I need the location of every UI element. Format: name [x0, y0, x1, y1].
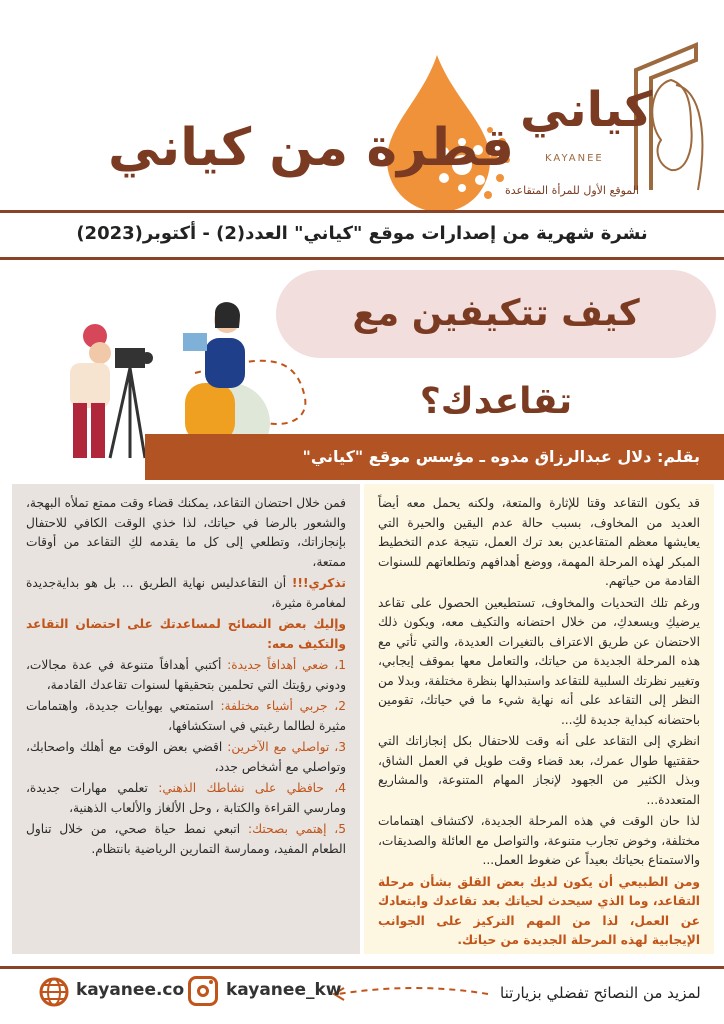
highlight-paragraph: ومن الطبيعي أن يكون لديك بعض القلق بشأن مرحلة التقاعد، وما الذي سيحدث لحياتك بعد تقاعدك وابتعادك عن العمل، لذا من المهم التركيز على الجوانب الإيجابية لهذه المرحلة الجديدة من حياتك.	[378, 874, 700, 947]
issue-subtitle: نشرة شهرية من إصدارات موقع "كياني" العدد(2) - أكتوبر(2023)	[76, 223, 648, 244]
divider	[0, 210, 724, 213]
article-column-left	[12, 484, 360, 954]
reminder	[26, 574, 346, 613]
dashed-arrow-icon	[330, 982, 490, 1006]
tip-item	[26, 820, 346, 859]
website-link[interactable]: kayanee.co	[76, 980, 185, 1000]
divider	[0, 966, 724, 969]
tip-text: اتبعي نمط حياة صحي، من خلال تناول الطعام المفيد، وممارسة التمارين الرياضية بانتظام.	[26, 822, 346, 856]
tip-item	[26, 738, 346, 777]
reminder-label: تذكري!!!	[291, 576, 346, 590]
tip-label: 4، حافظي على نشاطك الذهني:	[158, 781, 346, 795]
brand-name-arabic: كياني	[520, 82, 653, 138]
tips-intro: وإليك بعض النصائح لمساعدتك على احتضان التقاعد والتكيف معه:	[26, 617, 346, 651]
divider	[0, 257, 724, 260]
tip-item	[26, 656, 346, 695]
tip-label: 3، تواصلي مع الآخرين:	[227, 740, 346, 754]
reminder-text: أن التقاعدليس نهاية الطريق ... بل هو بدايةجديدة لمغامرة مثيرة،	[26, 576, 346, 610]
paragraph: فمن خلال احتضان التقاعد، يمكنك قضاء وقت ممتع تملأه البهجة، والشعور بالرضا في حياتك، لذا خذي الوقت الكافي للاحتفال بإنجازاتك، وتطلعي إلى كل ما يقدمه لكِ التقاعد من أوقات ممتعة،	[26, 496, 346, 569]
tip-text: اقضي بعض الوقت مع أهلك واصحابك، وتواصلي مع أشخاص جدد،	[26, 740, 346, 774]
instagram-icon[interactable]	[188, 976, 218, 1006]
article-column-right	[364, 484, 714, 954]
brand-tagline: الموقع الأول للمرأة المتقاعدة	[505, 184, 640, 197]
tip-text: تعلمي مهارات جديدة، ومارسي القراءة والكتابة ، وحل الألغاز والألعاب الذهنية،	[26, 781, 346, 815]
newsletter-title: قطرة من كياني	[108, 118, 515, 178]
paragraph: انظري إلى التقاعد على أنه وقت للاحتفال بكل إنجازاتك التي حققتيها طوال عمرك، بعد قضاء وقت طويل في العمل الشاق، وبذل الكثير من الجهود لإنجاز المهام المتنوعة، والمشاريع المتعددة...	[378, 734, 700, 807]
tip-text: استمتعي بهوايات جديدة، واهتمامات مثيرة لطالما رغبتي في استكشافها،	[26, 699, 346, 733]
tip-label: 1، ضعي أهدافاً جديدة:	[227, 658, 346, 672]
tip-item	[26, 697, 346, 736]
tip-text: أكتبي أهدافاً متنوعة في عدة مجالات، ودوني رؤيتك التي تحلمين بتحقيقها لسنوات تقاعدك القادمة،	[26, 658, 346, 692]
tip-label: 2، جربي أشياء مختلفة:	[220, 699, 346, 713]
tip-label: 5، إهتمي بصحتك:	[248, 822, 346, 836]
paragraph: قد يكون التقاعد وقتا للإثارة والمتعة، ولكنه يحمل معه أيضاً العديد من المخاوف، بسبب حالة عدم اليقين والحيرة التي يعايشها معظم المتقاعدين بعد ترك العمل، نتيجة عدم التخطيط المبكر لهذه المرحلة المهمة، ووضع أهدافهم وتطلعاتهم للسنوات القادمة من حياتهم.	[378, 496, 700, 588]
brand-name-english: KAYANEE	[545, 153, 604, 164]
article-headline: كيف تتكيفين مع تقاعدك؟	[276, 270, 716, 358]
paragraph: ورغم تلك التحديات والمخاوف، تستطيعين الحصول على تقاعد يرضيكِ ويسعدكِ، من خلال احتضانه والتكيف معه، ويكون ذلك الاحتضان عن طريق الاعتراف بالتغيرات العديدة، والتي تأتي مع هذه المرحلة الجديدة من حياتك، والتعامل معها بموقف إيجابي، وتغيير نظرتك السلبية للتقاعد واستبدالها بنظرة مختلفة، وبدلا من النظر إلى التقاعد على أنه نهاية شيء ما في حياتك، تقومين باحتضانه كبداية جديدة لكِ...	[378, 595, 700, 727]
instagram-handle-link[interactable]: kayanee_kw	[226, 980, 342, 1000]
instagram-icon-dot	[209, 980, 213, 984]
tip-item	[26, 779, 346, 818]
paragraph: لذا حان الوقت في هذه المرحلة الجديدة، لاكتشاف اهتمامات مختلفة، وخوض تجارب متنوعة، والتواصل مع العائلة والصديقات، والاستمتاع بحياتك بعيداً عن ضغوط العمل...	[378, 814, 700, 867]
globe-icon[interactable]	[38, 976, 70, 1008]
footer-cta: لمزيد من النصائح تفضلي بزيارتنا	[500, 984, 701, 1002]
byline: بقلم: دلال عبدالرزاق مدوه ـ مؤسس موقع "كياني"	[302, 447, 700, 466]
